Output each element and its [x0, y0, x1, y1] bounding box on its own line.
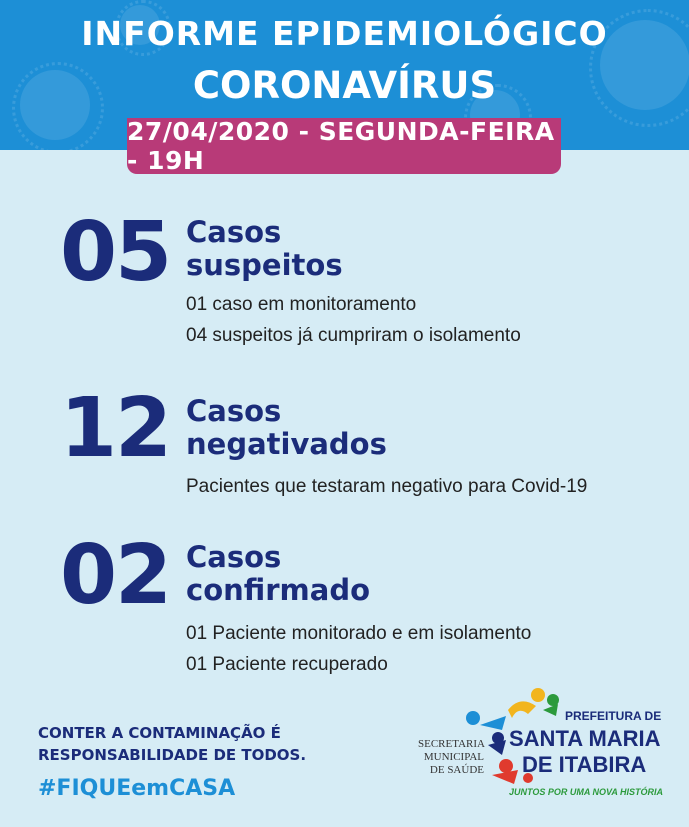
- stat-label-line1: Casos: [186, 540, 282, 574]
- stat-number: 05: [60, 205, 171, 300]
- stat-detail: 04 suspeitos já cumpriram o isolamento: [186, 325, 521, 346]
- stat-number: 02: [60, 528, 171, 623]
- footer-message-line2: RESPONSABILIDADE DE TODOS.: [38, 746, 307, 764]
- stat-detail: 01 caso em monitoramento: [186, 294, 417, 315]
- prefeitura-label: PREFEITURA DE: [565, 709, 662, 723]
- stat-detail: 01 Paciente recuperado: [186, 654, 388, 675]
- page-subtitle: CORONAVÍRUS: [192, 64, 497, 107]
- stat-detail: 01 Paciente monitorado e em isolamento: [186, 623, 532, 644]
- footer-message-line1: CONTER A CONTAMINAÇÃO É: [38, 724, 281, 742]
- date-badge: 27/04/2020 - SEGUNDA-FEIRA - 19H: [127, 118, 561, 174]
- stat-detail: Pacientes que testaram negativo para Covid-19: [186, 476, 588, 497]
- secretaria-line: MUNICIPAL: [423, 751, 484, 763]
- stat-label-line2: negativados: [186, 427, 387, 461]
- stat-label-line2: confirmado: [186, 573, 371, 607]
- stat-label-line2: suspeitos: [186, 248, 343, 282]
- tagline: JUNTOS POR UMA NOVA HISTÓRIA: [509, 787, 664, 797]
- stat-label-line1: Casos: [186, 394, 282, 428]
- hashtag: #FIQUEemCASA: [38, 776, 236, 801]
- secretaria-line: SECRETARIA: [418, 738, 485, 750]
- stat-number: 12: [60, 381, 171, 476]
- stat-label-line1: Casos: [186, 215, 282, 249]
- page-title: INFORME EPIDEMIOLÓGICO: [81, 14, 608, 53]
- city-name-line1: SANTA MARIA: [509, 726, 661, 751]
- secretaria-line: DE SAÚDE: [429, 764, 484, 776]
- city-name-line2: DE ITABIRA: [522, 752, 647, 777]
